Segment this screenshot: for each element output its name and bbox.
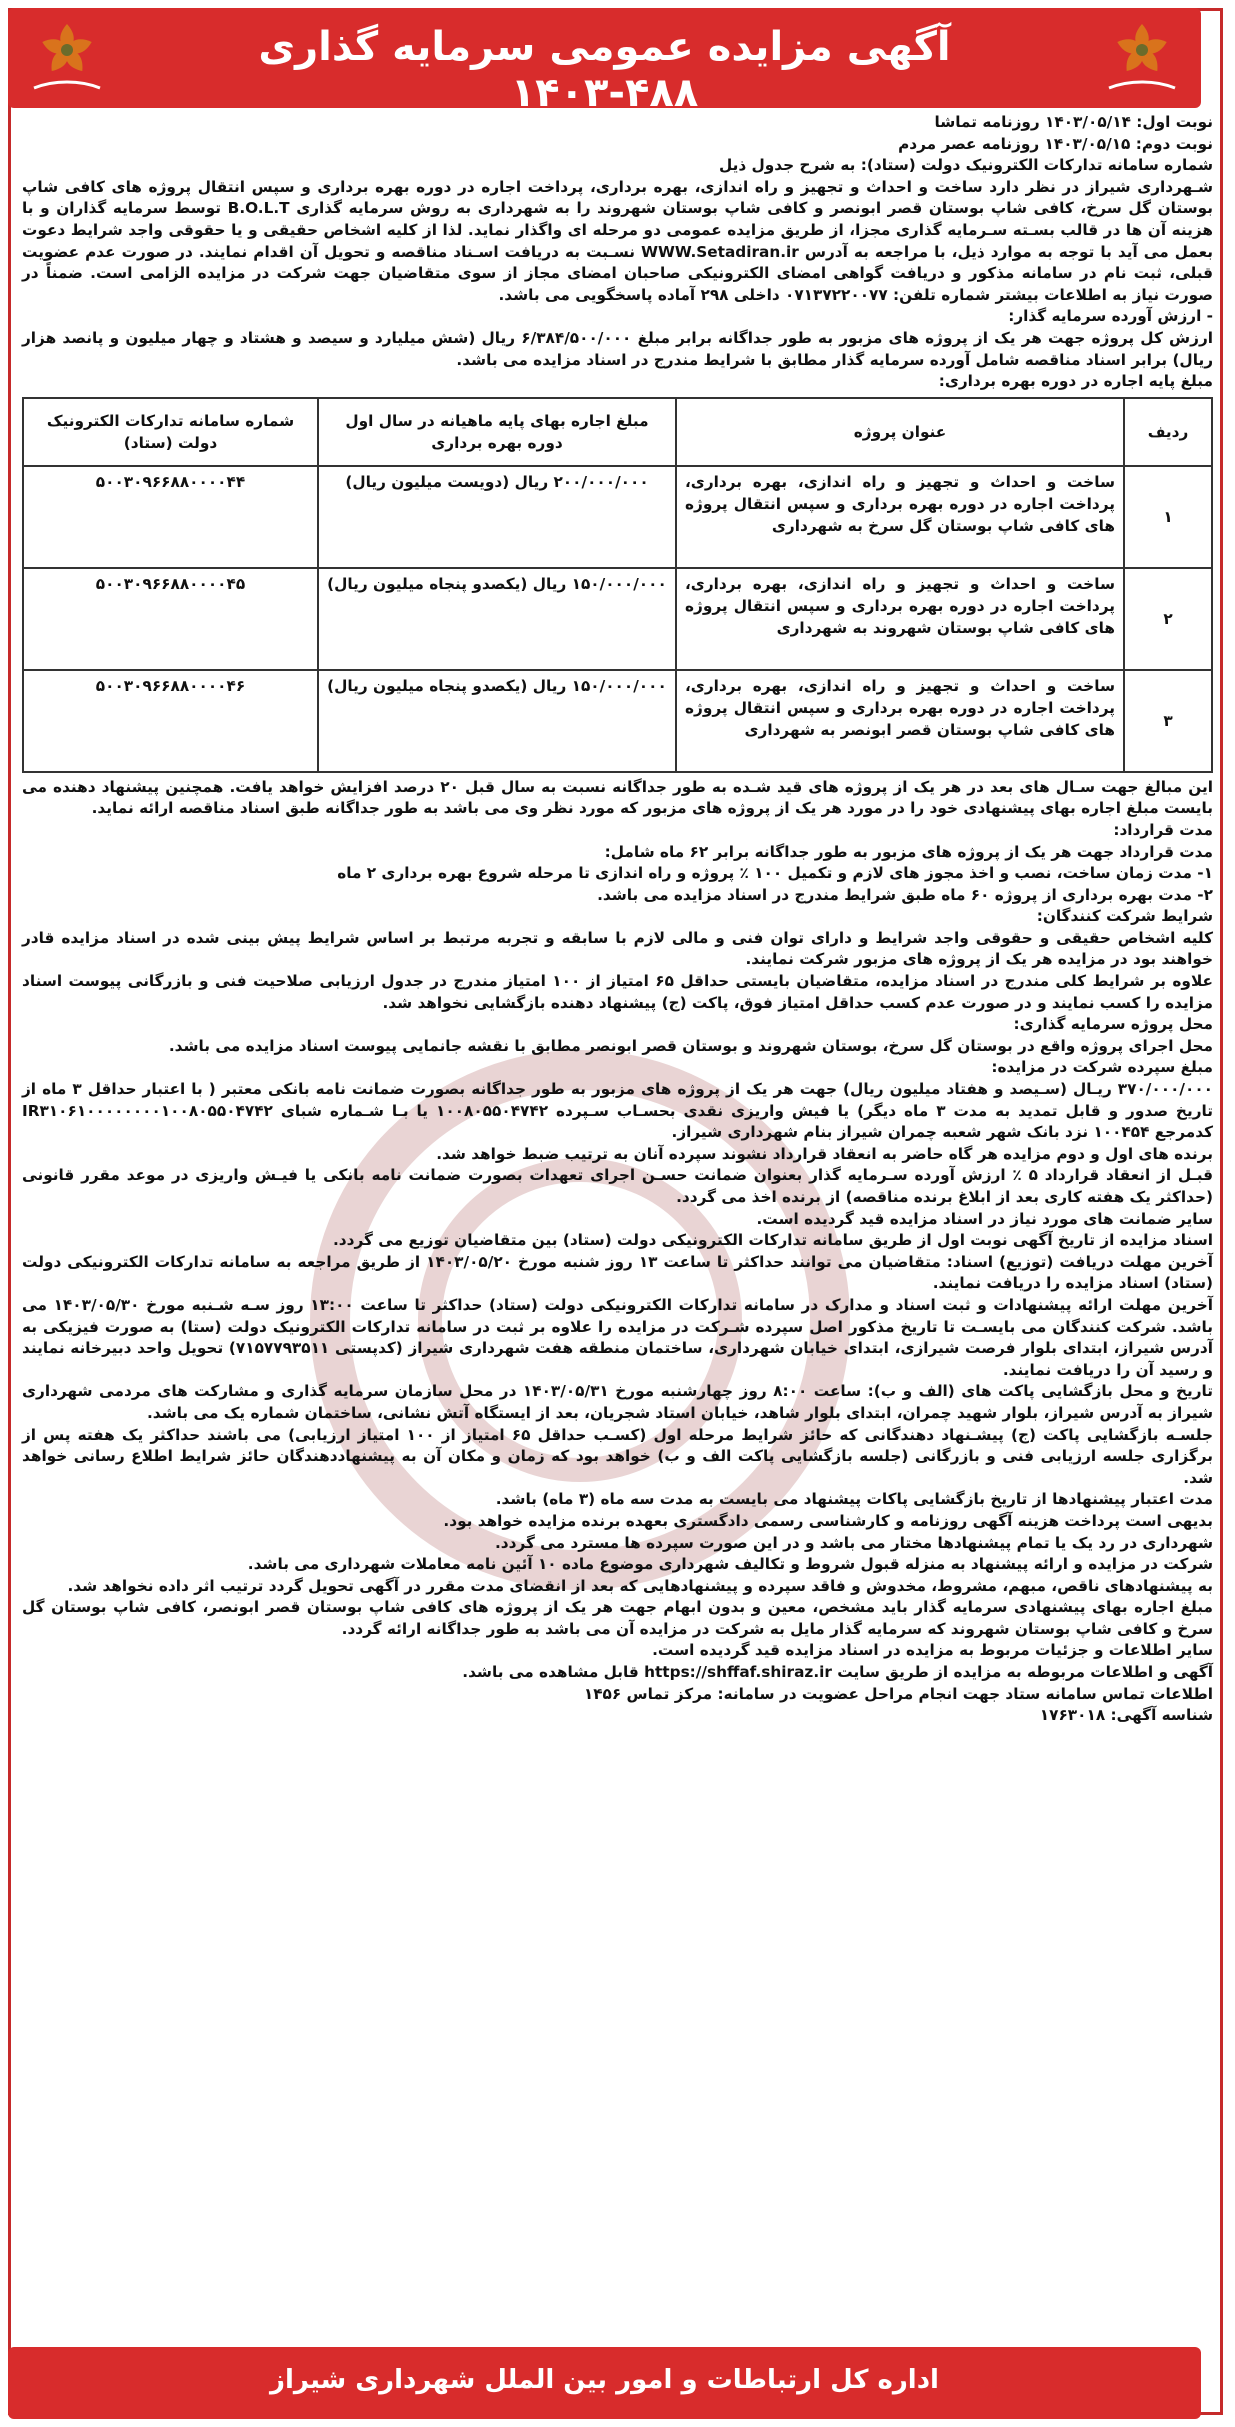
projects-table xyxy=(22,397,1213,773)
deposit-line: مبلغ اجاره بهای پیشنهادی سرمایه گذار باید مشخص، معین و بدون ابهام جهت هر یک از پروژه های کافی شاپ بوستان قصر ابونصر، کافی شاپ بوستان گل سرخ و کافی شاپ بوستان شهروند که سرمایه گذار مایل به شرکت در مزایده آن می باشد به طور جداگانه ارائه گردد. xyxy=(22,1598,1213,1638)
deposit-line: قبـل از انعقاد قرارداد ۵ ٪ ارزش آورده سـرمایه گذار بعنوان ضمانت حسـن اجرای تعهدات بصورت ضمانت نامه بانکی یا فیـش واریزی در موعد مقرر قانونی (حداکثر یک هفته کاری بعد از ابلاغ برنده مناقصه) از برنده اخذ می گردد. xyxy=(22,1166,1213,1206)
publish-second: نوبت دوم: ۱۴۰۳/۰۵/۱۵ روزنامه عصر مردم xyxy=(898,134,1213,153)
cell-project: ساخت و احداث و تجهیز و راه اندازی، بهره برداری، پرداخت اجاره در دوره بهره برداری و سپس انتقال پروژه های کافی شاپ بوستان گل سرخ به شهرداری xyxy=(676,466,1124,568)
deposit-line: سایر اطلاعات و جزئیات مربوط به مزایده در اسناد مزایده قید گردیده است. xyxy=(652,1641,1213,1660)
cell-rent: ۱۵۰/۰۰۰/۰۰۰ ریال (یکصدو پنجاه میلیون ریال) xyxy=(318,670,676,772)
table-row xyxy=(23,466,1212,568)
deposit-line: به پیشنهادهای ناقص، مبهم، مشروط، مخدوش و فاقد سپرده و پیشنهادهایی که بعد از انقضای مدت مقرر در آگهی تحویل گردد ترتیب اثر داده نخواهد شد. xyxy=(67,1576,1213,1595)
rent-heading: مبلغ پایه اجاره در دوره بهره برداری: xyxy=(938,372,1213,391)
cell-rent: ۱۵۰/۰۰۰/۰۰۰ ریال (یکصدو پنجاه میلیون ریال) xyxy=(318,568,676,670)
deposit-line: بدیهی است پرداخت هزینه آگهی روزنامه و کارشناسی رسمی دادگستری بعهده برنده مزایده خواهد بود. xyxy=(443,1511,1213,1530)
col-header-setad: شماره سامانه تدارکات الکترونیک دولت (ستاد) xyxy=(23,398,318,466)
deposit-heading: مبلغ سپرده شرکت در مزایده: xyxy=(991,1058,1213,1077)
contract-line: ۱- مدت زمان ساخت، نصب و اخذ مجوز های لازم و تکمیل ۱۰۰ ٪ پروژه و راه اندازی تا مرحله شروع بهره برداری ۲ ماه xyxy=(337,864,1213,883)
after-table-text: این مبالغ جهت سـال های بعد در هر یک از پروژه های قید شـده به طور جداگانه نسبت به سال قبل ۲۰ درصد افزایش خواهد یافت. همچنین پیشنهاد دهنده می بایست مبلغ اجاره بهای پیشنهادی خود را در مورد هر یک از پروژه های مزبور که مورد نظر وی می باشد به طور جداگانه طبق اسناد مناقصه ارائه نماید. xyxy=(22,777,1214,818)
participants-line: کلیه اشخاص حقیقی و حقوقی واجد شرایط و دارای توان فنی و مالی لازم با سابقه و تجربه مرتبط بر اساس شرایط پیش بینی شده در اسناد مزایده قادر خواهند بود در مزایده هر یک از پروژه های مزبور شرکت نمایند. xyxy=(22,928,1213,969)
deposit-line: شرکت در مزایده و ارائه پیشنهاد به منزله قبول شروط و تکالیف شهرداری موضوع ماده ۱۰ آئین نامه معاملات شهرداری می باشد. xyxy=(247,1555,1213,1574)
participants-heading: شرایط شرکت کنندگان: xyxy=(1036,907,1213,926)
website-link[interactable]: آگهی و اطلاعات مربوطه به مزایده از طریق سایت https://shffaf.shiraz.ir قابل مشاهده می باشد. xyxy=(462,1663,1213,1682)
cell-row-no: ۳ xyxy=(1124,670,1212,772)
page-title: آگهی مزایده عمومی سرمایه گذاری ۴۸۸-۱۴۰۳ xyxy=(258,24,951,116)
publish-first: نوبت اول: ۱۴۰۳/۰۵/۱۴ روزنامه تماشا xyxy=(934,113,1213,131)
deposit-line: سایر ضمانت های مورد نیاز در اسناد مزایده قید گردیده است. xyxy=(756,1209,1213,1228)
deposit-line: مدت اعتبار پیشنهادها از تاریخ بازگشایی پاکات پیشنهاد می بایست به مدت سه ماه (۳ ماه) باشد. xyxy=(495,1490,1213,1509)
header-banner xyxy=(8,8,1201,116)
setad-number-note: شماره سامانه تدارکات الکترونیک دولت (ستاد): به شرح جدول ذیل xyxy=(718,156,1213,175)
footer-title: اداره کل ارتباطات و امور بین الملل شهرداری شیراز xyxy=(270,2365,939,2395)
cell-rent: ۲۰۰/۰۰۰/۰۰۰ ریال (دویست میلیون ریال) xyxy=(318,466,676,568)
contract-line: مدت قرارداد جهت هر یک از پروژه های مزبور به طور جداگانه برابر ۶۲ ماه شامل: xyxy=(604,842,1213,861)
municipality-logo-icon xyxy=(24,18,110,98)
cell-setad: ۵۰۰۳۰۹۶۶۸۸۰۰۰۰۴۴ xyxy=(23,466,318,568)
cell-project: ساخت و احداث و تجهیز و راه اندازی، بهره برداری، پرداخت اجاره در دوره بهره برداری و سپس انتقال پروژه های کافی شاپ بوستان قصر ابونصر به شهرداری xyxy=(676,670,1124,772)
col-header-rent: مبلغ اجاره بهای پایه ماهیانه در سال اول دوره بهره برداری xyxy=(318,398,676,466)
notice-body xyxy=(22,112,1213,1727)
notice-id: شناسه آگهی: ۱۷۶۳۰۱۸ xyxy=(1039,1706,1213,1725)
cell-row-no: ۱ xyxy=(1124,466,1212,568)
table-header-row xyxy=(23,398,1212,466)
municipality-logo-icon xyxy=(1099,18,1185,98)
table-row xyxy=(23,568,1212,670)
footer-banner xyxy=(8,2347,1201,2419)
deposit-line: برنده های اول و دوم مزایده هر گاه حاضر به انعقاد قرارداد نشوند سپرده آنان به ترتیب ضبط خواهد شد. xyxy=(436,1144,1213,1163)
cell-setad: ۵۰۰۳۰۹۶۶۸۸۰۰۰۰۴۶ xyxy=(23,670,318,772)
deposit-line: آخرین مهلت دریافت (توزیع) اسناد: متقاضیان می توانند حداکثر تا ساعت ۱۳ روز شنبه مورخ ۱۴۰۳/۰۵/۲۰ از طریق مراجعه به سامانه تدارکات الکترونیکی دولت (ستاد) اسناد مزایده را دریافت نمایند. xyxy=(22,1252,1214,1293)
contract-line: ۲- مدت بهره برداری از پروژه ۶۰ ماه طبق شرایط مندرج در اسناد مزایده می باشد. xyxy=(597,885,1213,904)
deposit-line: ۳۷۰/۰۰۰/۰۰۰ ریـال (سـیصد و هفتاد میلیون ریال) جهت هر یک از پروژه های مزبور به طور جداگانه بصورت ضمانت نامه بانکی معتبر ( با اعتبار حداقل ۳ ماه از تاریخ صدور و قابل تمدید به مدت ۳ ماه دیگر) یا فیش واریزی نقدی بحسـاب سـپرده ۱۰۰۸۰۵۵۰۴۷۴۲ یا بـا شـماره شبای IR۳۱۰۶۱۰۰۰۰۰۰۰۰۱۰۰۸۰۵۵۰۴۷۴۲ کدمرجع ۱۰۰۴۵۴ نزد بانک شهر شعبه چمران شیراز بنام شهرداری شیراز. xyxy=(22,1080,1213,1142)
deposit-line: تاریخ و محل بازگشایی پاکت های (الف و ب): ساعت ۸:۰۰ روز چهارشنبه مورخ ۱۴۰۳/۰۵/۳۱ در محل سازمان سرمایه گذاری و مشارکت های مردمی شهرداری شیراز به آدرس شیراز، بلوار شهید چمران، ابتدای بلوار شاهد، خیابان استاد شجریان، بعد از ایستگاه آتش نشانی، ساختمان شماره یک می باشد. xyxy=(22,1382,1214,1422)
deposit-line: جلسـه بازگشایی پاکت (ج) پیشـنهاد دهندگانی که حائز شرایط مرحله اول (کسـب حداقل ۶۵ امتیاز از ۱۰۰ امتیاز ارزیابی) می باشند حداکثر یک هفته پس از برگزاری جلسه ارزیابی فنی و بازرگانی (جلسه بازگشایی پاکت الف و ب) خواهد بود که زمان و مکان آن به پیشنهاددهندگان حائز شرایط اطلاع رسانی خواهد شد. xyxy=(22,1425,1214,1487)
col-header-row-no: ردیف xyxy=(1124,398,1212,466)
contract-heading: مدت قرارداد: xyxy=(1113,820,1213,839)
cell-setad: ۵۰۰۳۰۹۶۶۸۸۰۰۰۰۴۵ xyxy=(23,568,318,670)
deposit-line: اسناد مزایده از تاریخ آگهی نوبت اول از طریق سامانه تدارکات الکترونیکی دولت (ستاد) بین متقاضیان توزیع می گردد. xyxy=(332,1231,1213,1250)
capital-heading: - ارزش آورده سرمایه گذار: xyxy=(1008,307,1213,326)
deposit-line: آخرین مهلت ارائه پیشنهادات و ثبت اسناد و مدارک در سامانه تدارکات الکترونیکی دولت (ستاد) حداکثر تا ساعت ۱۳:۰۰ روز سـه شـنبه مورخ ۱۴۰۳/۰۵/۳۰ می باشد. شرکت کنندگان می بایسـت تا تاریخ مذکور اصل سپرده شـرکت در مزایده را علاوه بر ثبت در سامانه تدارکات الکترونیک دولت (ستا) به صورت فیزیکی به آدرس شیراز، ابتدای بلوار فرصت شیرازی، ابتدای خیابان شهرداری، ساختمان منطقه هفت شهرداری شیراز (کدپستی ۷۱۵۷۷۹۳۵۱۱) تحویل واحد دبیرخانه نمایند و رسید آن را دریافت نمایند. xyxy=(22,1295,1213,1379)
participants-line: علاوه بر شرایط کلی مندرج در اسناد مزایده، متقاضیان بایستی حداقل ۶۵ امتیاز از ۱۰۰ امتیاز مندرج در جدول ارزیابی صلاحیت فنی و بازرگانی پیوست اسناد مزایده را کسب نمایند و در صورت عدم کسب حداقل امتیاز فوق، پاکت (ج) پیشنهاد دهنده بازگشایی نخواهد شد. xyxy=(22,972,1214,1012)
intro-paragraph: شـهرداری شیراز در نظر دارد ساخت و احداث و تجهیز و راه اندازی، بهره برداری، پرداخت اجاره در دوره بهره برداری و سپس انتقال پروژه های کافی شاپ بوستان گل سرخ، کافی شاپ بوستان قصر ابونصر و کافی شاپ بوستان شهروند را به شهرداری به روش سرمایه گذاری B.O.L.T توسط سرمایه گذاران و با هزینه آن ها در قالب بسـته سـرمایه گذاری مجزا، از طریق مزایده عمومی دو مرحله ای واگذار نماید. لذا از کلیه اشخاص حقیقی و یا حقوقی واجد شرایط دعوت بعمل می آید با توجه به موارد ذیل، با مراجعه به آدرس WWW.Setadiran.ir نسـبت به دریافت اسـناد مناقصه و تحویل آن اقدام نمایند. در صورت عدم عضویت قبلی، ثبت نام در سامانه مذکور و دریافت گواهی امضای الکترونیکی صاحبان امضای مجاز از سوی متقاضیان جهت شرکت در مزایده الزامی است. ضمناً در صورت نیاز به اطلاعات بیشتر شماره تلفن: ۰۷۱۳۷۲۲۰۰۷۷ داخلی ۲۹۸ آماده پاسخگویی می باشد. xyxy=(22,177,1213,304)
cell-project: ساخت و احداث و تجهیز و راه اندازی، بهره برداری، پرداخت اجاره در دوره بهره برداری و سپس انتقال پروژه های کافی شاپ بوستان شهروند به شهرداری xyxy=(676,568,1124,670)
location-heading: محل پروژه سرمایه گذاری: xyxy=(1013,1015,1213,1034)
location-text: محل اجرای پروژه واقع در بوستان گل سرخ، بوستان شهروند و بوستان قصر ابونصر مطابق با نقشه جانمایی پیوست اسناد مزایده می باشد. xyxy=(168,1036,1213,1055)
cell-row-no: ۲ xyxy=(1124,568,1212,670)
table-row xyxy=(23,670,1212,772)
capital-text: ارزش کل پروژه جهت هر یک از پروژه های مزبور به طور جداگانه برابر مبلغ ۶/۳۸۴/۵۰۰/۰۰۰ ریال (شش میلیارد و سیصد و هشتاد و چهار میلیون و پانصد هزار ریال) برابر اسناد مناقصه شامل آورده سرمایه گذار مطابق با شرایط مندرج در اسناد مزایده می باشد. xyxy=(22,328,1213,369)
deposit-line: اطلاعات تماس سامانه ستاد جهت انجام مراحل عضویت در سامانه: مرکز تماس ۱۴۵۶ xyxy=(583,1684,1213,1703)
deposit-line: شهرداری در رد یک یا تمام پیشنهادها مختار می باشد و در این صورت سپرده ها مسترد می گردد. xyxy=(494,1533,1213,1552)
col-header-project: عنوان پروژه xyxy=(676,398,1124,466)
